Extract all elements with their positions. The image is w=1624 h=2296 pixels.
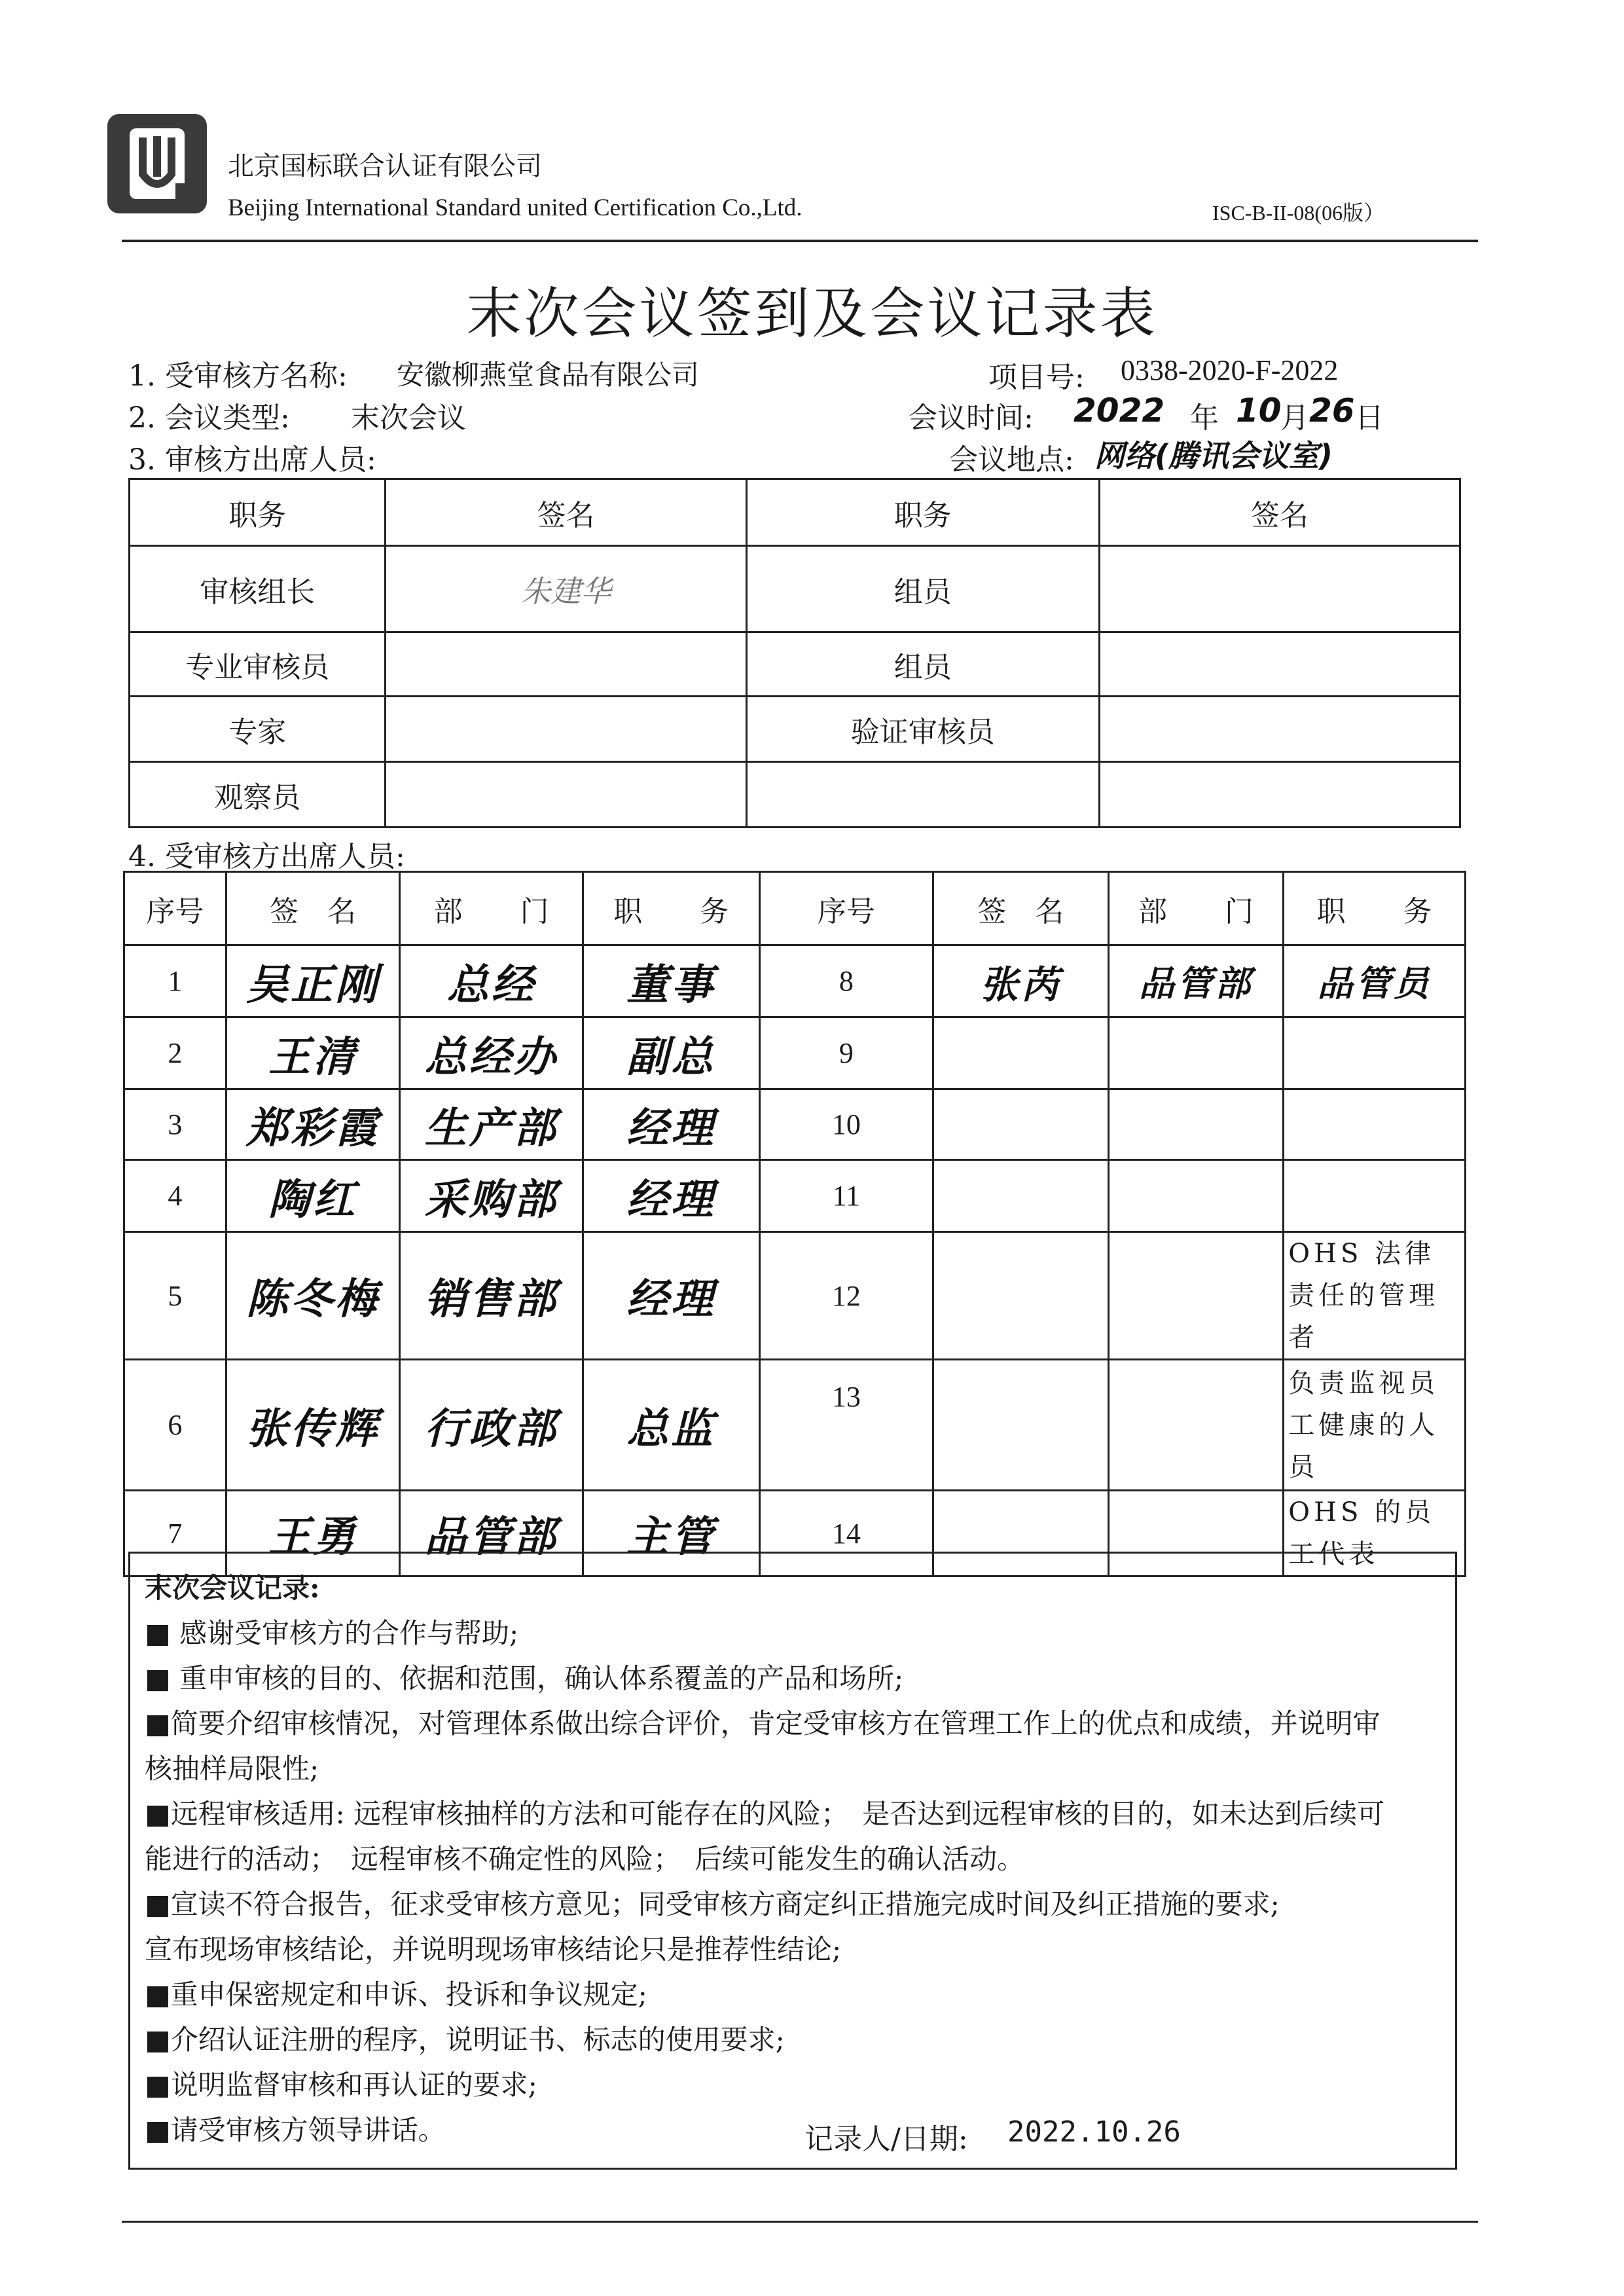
project-number: 0338-2020-F-2022 [1121, 354, 1339, 386]
year-unit: 年 [1190, 401, 1219, 435]
attendee-signature: 陶红 [226, 1160, 400, 1232]
col-header-sign-2: 签 名 [933, 872, 1109, 945]
attendee-department: 总经 [400, 945, 583, 1017]
attendee-department: 品管部 [1108, 945, 1284, 1017]
meeting-type-value: 末次会议 [351, 401, 466, 435]
attendee-signature: 王勇 [226, 1491, 400, 1576]
col-header-sign: 签 名 [226, 872, 400, 945]
row-number: 8 [759, 945, 933, 1017]
attendee-department: 采购部 [400, 1160, 583, 1232]
attendee-signature: 郑彩霞 [226, 1089, 400, 1160]
attendee-duty [1284, 1160, 1466, 1232]
attendee-department [1108, 1017, 1284, 1089]
attendee-duty [1284, 1089, 1466, 1160]
row-number: 2 [124, 1017, 226, 1089]
attendee-signature: 陈冬梅 [226, 1232, 400, 1360]
notes-item: 能进行的活动； 远程审核不确定性的风险； 后续可能发生的确认活动。 [145, 1843, 1025, 1875]
attendee-signature [933, 1360, 1109, 1491]
notes-item: ■ 重申审核的目的、依据和范围，确认体系覆盖的产品和场所; [145, 1662, 904, 1694]
notes-item: ■宣读不符合报告，征求受审核方意见；同受审核方商定纠正措施完成时间及纠正措施的要求; [145, 1888, 1280, 1920]
row-number: 1 [124, 945, 226, 1017]
auditee-name: 安徽柳燕堂食品有限公司 [397, 359, 700, 391]
row-number: 4 [124, 1160, 226, 1232]
col-header-duty-2: 职 务 [1284, 872, 1466, 945]
company-name-en: Beijing International Standard united Certification Co.,Ltd. [228, 194, 803, 221]
col-header-sign-2: 签名 [1099, 479, 1460, 546]
role-verification-auditor: 验证审核员 [746, 697, 1099, 762]
attendee-duty: 总监 [583, 1360, 759, 1491]
signature-observer [386, 762, 746, 828]
meeting-day: 26 [1309, 392, 1355, 429]
attendee-department: 生产部 [400, 1089, 583, 1160]
auditor-attendees-label: 3. 审核方出席人员: [128, 443, 376, 477]
row-number: 7 [124, 1491, 226, 1576]
notes-title: 末次会议记录: [145, 1572, 320, 1604]
row-number: 9 [759, 1017, 933, 1089]
col-header-role-2: 职务 [746, 479, 1099, 546]
attendee-duty: 副总 [583, 1017, 759, 1089]
page-title: 末次会议签到及会议记录表 [466, 282, 1158, 346]
signature-professional-auditor [386, 632, 746, 697]
col-header-sign: 签名 [386, 479, 746, 546]
attendee-duty: 经理 [583, 1160, 759, 1232]
table-row [124, 1360, 1466, 1491]
notes-item: ■介绍认证注册的程序，说明证书、标志的使用要求; [145, 2024, 785, 2056]
attendee-department [1108, 1160, 1284, 1232]
col-header-dept-2: 部 门 [1108, 872, 1284, 945]
attendee-department [1108, 1232, 1284, 1360]
notes-item: ■请受审核方领导讲话。 [145, 2114, 446, 2146]
notes-item: ■说明监督审核和再认证的要求; [145, 2069, 537, 2101]
table-row [124, 1089, 1466, 1160]
auditee-attendees-label: 4. 受审核方出席人员: [128, 840, 405, 873]
project-label: 项目号: [988, 361, 1085, 394]
attendee-signature: 张芮 [933, 945, 1109, 1017]
attendee-department: 行政部 [400, 1360, 583, 1491]
attendee-department: 总经办 [400, 1017, 583, 1089]
col-header-seq-2: 序号 [759, 872, 933, 945]
table-row [124, 1160, 1466, 1232]
row-number: 5 [124, 1232, 226, 1360]
attendee-signature: 张传辉 [226, 1360, 400, 1491]
notes-item: ■远程审核适用: 远程审核抽样的方法和可能存在的风险； 是否达到远程审核的目的，如未达到后续可 [145, 1798, 1385, 1830]
attendee-duty: 经理 [583, 1232, 759, 1360]
table-row [124, 1017, 1466, 1089]
attendee-department: 销售部 [400, 1232, 583, 1360]
role-professional-auditor: 专业审核员 [130, 632, 386, 697]
attendee-signature [933, 1089, 1109, 1160]
attendee-table [123, 871, 1466, 1577]
signature-member-2 [1099, 632, 1460, 697]
table-row [124, 945, 1466, 1017]
col-header-dept: 部 门 [400, 872, 583, 945]
header-divider [122, 240, 1478, 242]
col-header-role: 职务 [130, 479, 386, 546]
attendee-department [1108, 1360, 1284, 1491]
form-code: ISC-B-II-08(06版） [1212, 201, 1385, 225]
role-observer: 观察员 [130, 762, 386, 828]
row-number: 10 [759, 1089, 933, 1160]
meeting-time-label: 会议时间: [909, 401, 1034, 435]
row-number: 11 [759, 1160, 933, 1232]
role-member-1: 组员 [746, 546, 1099, 632]
ohs-legal-manager-duty: OHS 法律责任的管理者 [1284, 1232, 1466, 1360]
row-number: 12 [759, 1232, 933, 1360]
attendee-duty [1284, 1017, 1466, 1089]
row-number: 6 [124, 1360, 226, 1491]
health-monitor-duty: 负责监视员工健康的人员 [1284, 1360, 1466, 1491]
signature-verification-auditor [1099, 697, 1460, 762]
empty-cell [746, 762, 1099, 828]
col-header-duty: 职 务 [583, 872, 759, 945]
footer-divider [122, 2221, 1478, 2223]
signature-member-1 [1099, 546, 1460, 632]
meeting-notes-box [128, 1552, 1457, 2170]
auditee-label: 1. 受审核方名称: [128, 359, 348, 393]
role-team-leader: 审核组长 [130, 546, 386, 632]
meeting-place-value: 网络(腾讯会议室) [1094, 438, 1333, 473]
attendee-signature [933, 1160, 1109, 1232]
empty-cell [1099, 762, 1460, 828]
notes-item: ■简要介绍审核情况，对管理体系做出综合评价，肯定受审核方在管理工作上的优点和成绩，并说明审 [145, 1707, 1380, 1740]
attendee-department [1108, 1089, 1284, 1160]
row-number: 13 [759, 1360, 933, 1491]
attendee-duty: 董事 [583, 945, 759, 1017]
notes-item: 核抽样局限性; [145, 1753, 319, 1785]
row-number: 3 [124, 1089, 226, 1160]
company-logo [105, 111, 209, 216]
meeting-year: 2022 [1074, 392, 1165, 429]
row-number: 14 [759, 1491, 933, 1576]
notes-item: 宣布现场审核结论，并说明现场审核结论只是推荐性结论; [145, 1933, 842, 1965]
company-name-cn: 北京国标联合认证有限公司 [228, 151, 542, 181]
attendee-duty: 主管 [583, 1491, 759, 1576]
role-expert: 专家 [130, 697, 386, 762]
notes-item: ■重申保密规定和申诉、投诉和争议规定; [145, 1978, 647, 2011]
col-header-seq: 序号 [124, 872, 226, 945]
recorder-label: 记录人/日期: [804, 2123, 968, 2156]
signature-team-leader: 朱建华 [386, 546, 746, 632]
notes-item: ■ 感谢受审核方的合作与帮助; [145, 1617, 519, 1649]
month-unit: 月 [1280, 401, 1309, 435]
attendee-signature [933, 1232, 1109, 1360]
ohs-employee-rep-duty: OHS 的员工代表 [1284, 1491, 1466, 1576]
auditor-table [128, 478, 1461, 828]
role-member-2: 组员 [746, 632, 1099, 697]
attendee-signature: 王清 [226, 1017, 400, 1089]
meeting-type-label: 2. 会议类型: [128, 401, 290, 435]
attendee-duty: 经理 [583, 1089, 759, 1160]
attendee-signature [933, 1017, 1109, 1089]
attendee-duty: 品管员 [1284, 945, 1466, 1017]
table-row [124, 1232, 1466, 1360]
day-unit: 日 [1355, 401, 1384, 435]
attendee-signature: 吴正刚 [226, 945, 400, 1017]
logo-icon [105, 111, 209, 216]
meeting-place-label: 会议地点: [949, 443, 1074, 477]
meeting-month: 10 [1236, 392, 1282, 429]
attendee-department: 品管部 [400, 1491, 583, 1576]
signature-expert [386, 697, 746, 762]
recorder-date: 2022.10.26 [1007, 2115, 1181, 2149]
